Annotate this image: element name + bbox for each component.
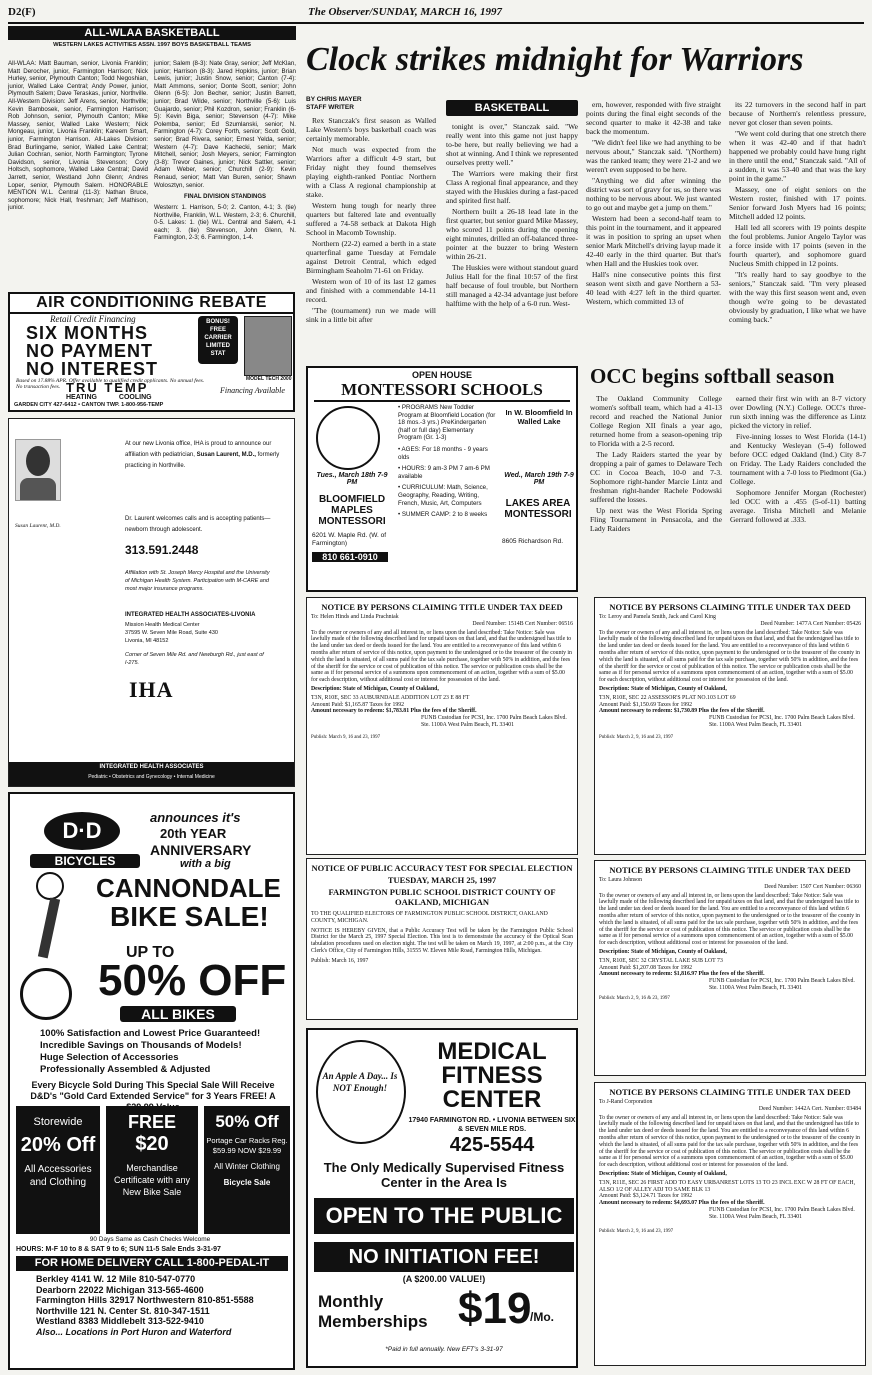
dd-cannondale: CANNONDALE xyxy=(96,873,281,903)
accuracy-date: TUESDAY, MARCH 25, 1997 xyxy=(387,875,497,885)
open-house: OPEN HOUSE xyxy=(411,370,472,380)
fitness-per-month: /Mo. xyxy=(530,1310,554,1324)
doctor-photo xyxy=(15,439,61,501)
paragraph: Northern built a 26-18 lead late in the first quarter, but senior guard Mike Massey, who scored 11 points during the opening eight minutes, drilled an off-balanced three-pointer at the buzzer to bring Western within 26-21. xyxy=(446,207,578,261)
left-phone: 810 661-0910 xyxy=(312,552,388,562)
paragraph: The Huskies were without standout guard Julius Hall for the final 10:57 of the first half because of foul trouble, but Northern still managed a 42-34 advantage just before halftime with the help of a 6-0 run. West- xyxy=(446,263,578,308)
notice-body: To: Helen Hinds and Linda Prachniak Deed Number: 1514B Cert Number: 06516 To the owner or owners of any and all interest in, or liens upon the land described: Take Notice: Sale was lawfully made of the following described land for unpaid taxes on that land, and that the undersigned has title to the land under tax deed or deeds issued for the land. You are entitled to a reconveyance of this land within 6 months after return of service of this notice, upon payment to the undersigned or to the treasurer of the county in which the land is situated, of all sums paid for the tax sale purchase, together with 50% in addition, and the fees of the sheriff for the service or cost of publication of this notice. The service or publication costs shall be the same as if for personal service of a summons upon commencement of an action, together with a sum of $5.00 for each description, without additional cost or interest for possession of the land. Description: State of Michigan, County of Oakland, T3N, R10E, SEC 33 AUBURNDALE ADDITION LOT 23 E 88 FT Amount Paid: $1,165.87 Taxes for 1992 Amount necessary to redeem: $1,783.81 Plus the fees of the Sheriff. FUNB Custodian for PCSI, Inc. 1700 Palm Beach Lakes Blvd. Ste. 1100A West Palm Beach, FL 33401 Publish: March 9, 16 and 23, 1997 xyxy=(311,614,573,740)
dd-delivery: FOR HOME DELIVERY CALL 1-800-PEDAL-IT xyxy=(16,1256,288,1271)
fitness-paid-note: *Paid in full annually. New EFT's 3-31-97 xyxy=(385,1346,503,1353)
dd-bullet: Professionally Assembled & Adjusted xyxy=(40,1064,211,1075)
ac-bonus-badge: BONUS! FREE CARRIER LIMITED STAT xyxy=(198,316,238,364)
montessori-ad xyxy=(306,366,578,592)
dd-up-to: UP TO xyxy=(126,944,175,961)
dd-bullets xyxy=(40,1028,290,1076)
iha-intro: At our new Livonia office, IHA is proud to announce our affiliation with pediatrician, Susan Laurent, M.D., formerly practicing in Northville. xyxy=(125,441,280,469)
warriors-col2 xyxy=(446,122,578,362)
ac-ad xyxy=(8,292,295,412)
tax-notice-4 xyxy=(594,1082,866,1366)
ac-model: MODEL TECH 2000 xyxy=(246,376,292,382)
dd-location: Berkley 4141 W. 12 Mile 810-547-0770 xyxy=(36,1274,196,1284)
occ-col1 xyxy=(590,394,722,590)
ac-six-months: SIX MONTHS xyxy=(26,323,149,343)
fitness-open-public: OPEN TO THE PUBLIC xyxy=(314,1198,574,1234)
iha-affiliation: Affiliation with St. Joseph Mercy Hospital and the University of Michigan Health System. Participation with M-CARE and most major insurance programs. xyxy=(125,570,270,592)
dd-bullet: Incredible Savings on Thousands of Models! xyxy=(40,1040,242,1051)
fitness-no-initiation: NO INITIATION FEE! xyxy=(314,1242,574,1272)
ac-no-interest: NO INTEREST xyxy=(26,359,159,379)
warriors-headline: Clock strikes midnight for Warriors xyxy=(306,41,804,78)
accuracy-publish: Publish: March 16, 1997 xyxy=(311,957,369,964)
montessori-details: • PROGRAMS New Toddler Program at Bloomfield Location (for 18 mos.-3 yrs.) PreKindergarten (half or full day) Elementary Program (Gr. 1-3) • AGES: For 18 months - 9 years olds • HOURS: 9 am-3 PM 7 am-6 PM available • CURRICULUM: Math, Science, Geography, Reading, Writing, French, Music, Art, Computers • SUMMER CAMP: 2 to 8 weeks xyxy=(398,404,496,519)
paragraph: "The (tournament) run we made will sink in a little bit after xyxy=(306,306,436,324)
right-address: 8605 Richardson Rd. xyxy=(502,538,564,545)
dd-bicycles-ad xyxy=(8,792,295,1370)
paragraph: "It's really hard to say goodbye to the seniors," Stanczak said. "I'm very pleased with the way this first season went and, even though we're going to be devastated obviously by graduation, I like what we have coming back." xyxy=(729,270,866,324)
paragraph: Western hung tough for nearly three quarters but faltered late and eventually suffered a 74-58 setback at Dakota High School in Macomb Township. xyxy=(306,201,436,237)
dd-bike-sale: BIKE SALE! xyxy=(110,901,269,932)
tax-notice-2 xyxy=(594,597,866,855)
standings-title: FINAL DIVISION STANDINGS xyxy=(183,194,267,200)
ac-fine-print: Based on 17.88% APR. Offer available to qualified credit applicants. No annual fees. No transaction fees. xyxy=(16,378,205,390)
wlaa-box xyxy=(8,26,296,290)
paragraph: Rex Stanczak's first season as Walled Lake Western's boys basketball coach was certainly memorable. xyxy=(306,116,436,143)
warriors-col3 xyxy=(586,100,721,362)
paragraph: The Lady Raiders started the year by dropping a pair of games to Delaware Tech CC in Cocoa Beach, 10-0 and 7-3. Sophomore right-hander Marcie Lintz and freshman right-hander Rachele Podowski suffered the losses. xyxy=(590,450,722,504)
left-address: 6201 W. Maple Rd. (W. of Farmington) xyxy=(312,532,387,547)
dd-also: Also... Locations in Port Huron and Waterford xyxy=(36,1326,232,1337)
montessori-banner: MONTESSORI SCHOOLS xyxy=(314,380,570,402)
wlaa-title: ALL-WLAA BASKETBALL xyxy=(8,26,296,40)
dd-announces: announces it's xyxy=(150,810,241,825)
warriors-col1 xyxy=(306,116,436,362)
tax-notice-1 xyxy=(306,597,578,855)
iha-address: Mission Health Medical Center 37595 W. Seven Mile Road, Suite 430 Livonia, MI 48152 xyxy=(125,622,218,644)
notice-title: NOTICE BY PERSONS CLAIMING TITLE UNDER TAX DEED xyxy=(609,602,851,612)
paragraph: Not much was expected from the Warriors after a difficult 4-9 start, but Friday night they found themselves playing eighth-ranked Pontiac Northern with a Class A regional championship at stake. xyxy=(306,145,436,199)
masthead: The Observer/SUNDAY, MARCH 16, 1997 xyxy=(308,6,502,18)
fitness-phone: 425-5544 xyxy=(449,1134,535,1156)
paragraph: Up next was the West Florida Spring Fling Tournament in Pensacola, and the Lady Raiders xyxy=(590,506,722,533)
dd-promo-storewide: Storewide 20% Off All Accessories and Clothing xyxy=(16,1106,100,1234)
ac-brand: TRU TEMP xyxy=(66,380,149,395)
paragraph: Western won of 10 of its last 12 games and finished with a commendable 14-11 record. xyxy=(306,277,436,304)
ac-no-payment: NO PAYMENT xyxy=(26,341,154,361)
page-number: D2(F) xyxy=(8,6,36,18)
dd-bicycles: BICYCLES xyxy=(30,854,140,868)
fitness-price: $19 xyxy=(458,1284,532,1333)
left-school: BLOOMFIELD MAPLES MONTESSORI xyxy=(318,494,386,527)
warriors-col4 xyxy=(729,100,866,362)
dd-50-off: 50% OFF xyxy=(98,956,287,1005)
cyclist-illustration xyxy=(16,872,90,1022)
accuracy-body: NOTICE IS HEREBY GIVEN, that a Public Accuracy Test will be taken by the Farmington Public School District for the March 25, 1997 Special Election. This test is to demonstrate the accuracy of the Optical Scan tabulation procedures used on election night. The test will be taken on March 19, 1997, at 2:00 p.m., at the City Clerk's Office, City of Farmington Hills, 31555 W. Eleven Mile Road, Farmington Hills, Michigan. xyxy=(311,927,573,954)
accuracy-test-notice xyxy=(306,858,578,1020)
dd-with-big: with a big xyxy=(180,858,231,870)
dd-all-bikes: ALL BIKES xyxy=(120,1006,236,1022)
notice-title: NOTICE BY PERSONS CLAIMING TITLE UNDER TAX DEED xyxy=(609,865,851,875)
ac-unit-image xyxy=(244,316,292,376)
fitness-monthly: Monthly Memberships xyxy=(318,1292,428,1331)
iha-org: INTEGRATED HEALTH ASSOCIATES-LIVONIA xyxy=(125,612,256,618)
paragraph: "We went cold during that one stretch there when it was 42-40 and if that hadn't happened we probably could have hung right in there until the end," Stanczak said. "All of a sudden, it was 53-40 and that was the key point in the game." xyxy=(729,129,866,183)
ac-financing: Financing Available xyxy=(220,386,285,395)
paragraph: Sophomore Jennifer Morgan (Rochester) led OCC with a .455 (5-of-11) batting average. Trisha Mitchell and Melanie Gerrard followed at .333. xyxy=(730,488,866,524)
accuracy-title: NOTICE OF PUBLIC ACCURACY TEST FOR SPECIAL ELECTION xyxy=(311,863,573,873)
notice-title: NOTICE BY PERSONS CLAIMING TITLE UNDER TAX DEED xyxy=(609,1087,851,1097)
dd-locations xyxy=(36,1274,295,1337)
iha-corner: Corner of Seven Mile Rd. and Newburgh Rd., just east of I-275. xyxy=(125,652,264,666)
paragraph: tonight is over," Stanczak said. "We really went into this game not just happy to-be here, but really believing we had a shot at winning. And I think we represented ourselves pretty well." xyxy=(446,122,578,167)
left-date: Tues., March 18th 7-9 PM xyxy=(316,472,388,486)
iha-logo: IHA xyxy=(129,677,174,702)
standings-text: Western: 1. Harrison, 5-0; 2. Canton, 4-1; 3. (tie) Northville, Franklin, W.L. Western, 2-3; 6. Churchill, 0-5. Lakes: 1. (tie) W.L. Central and Salem, 4-1 each; 3. (tie) Stevenson, John Glenn, N. Farmington, 2-3; 6. Farmington, 1-4. xyxy=(154,204,296,242)
apple-slogan: An Apple A Day... Is NOT Enough! xyxy=(322,1071,398,1093)
warriors-byline: BY CHRIS MAYER STAFF WRITER xyxy=(306,96,362,111)
dd-terms: 90 Days Same as Cash Checks Welcome xyxy=(89,1236,211,1243)
iha-welcome: Dr. Laurent welcomes calls and is accepting patients—newborn through adolescent. xyxy=(125,516,271,533)
accuracy-to: TO THE QUALIFIED ELECTORS OF FARMINGTON PUBLIC SCHOOL DISTRICT, OAKLAND COUNTY, MICHIGAN. xyxy=(311,911,548,924)
accuracy-district: FARMINGTON PUBLIC SCHOOL DISTRICT COUNTY OF OAKLAND, MICHIGAN xyxy=(328,887,556,907)
dd-location: Northville 121 N. Center St. 810-347-1511 xyxy=(36,1305,210,1316)
paragraph: "Anything we did after winning the district was sort of gravy for us, so there was nothing to be nervous about. We just wanted to go out and maybe get a jump on them." xyxy=(586,176,721,212)
wlaa-col1: All-WLAA: Matt Bauman, senior, Livonia Franklin; Matt Derocher, junior, Farmington Harrison; Nick Hurley, senior, Plymouth Canton; Todd Negoshian, junior, Walled Lake Central; Andy Power, junior, Plymouth Salem; Dave Teraskas, junior, Northville. All-Western Division: Jeff Arens, senior, Northville; Kevin Bambosek, senior, Farmington Harrison; Rob Johnson, senior, Plymouth Canton; Mike Massey, senior, Walled Lake Western; Nick Mongeau, junior, Livonia Franklin; Kareem Smart, junior, Farmington Harrison. All-Lakes Division: Brad Burlingame, senior, Walled Lake Central; Julian Cochran, senior, North Farmington; Tyrone Davidson, senior, Livonia Stevenson; Cory Holtsch, sophomore, Walled Lake Central; David Jarrett, senior, Westland John Glenn; Andres Loper, senior, Plymouth Salem. HONORABLE MENTION W.L. Central (11-3): Nathan Bruce, sophomore; Nick Hall, freshman; Jeff Mathison, junior. xyxy=(8,60,148,212)
notice-body: To: Leroy and Pamela Smith, Jack and Carol King Deed Number: 1477A Cert Number: 05426 To the owner or owners of any and all interest in, or liens upon the land described: Take Notice: Sale was lawfully made of the following described land for unpaid taxes on that land, and that the undersigned has title to the land under tax deed or deeds issued for the land. You are entitled to a reconveyance of this land within 6 months after return of service of this notice, upon payment to the undersigned or to the treasurer of the county in which the land is situated, of all sums paid for the tax sale purchase, together with 50% in addition, and the fees of the sheriff for the service or cost of publication of this notice. The service or publication costs shall be the same as if for personal service of a summons upon commencement of an action, together with a sum of $5.00 for each description, without additional cost or interest for possession of the land. Description: State of Michigan, County of Oakland, T3N, R10E, SEC 22 ASSESSOR'S PLAT NO.103 LOT 69 Amount Paid: $1,150.69 Taxes for 1992 Amount necessary to redeem: $1,730.89 Plus the fees of the Sheriff. FUNB Custodian for PCSI, Inc. 1700 Palm Beach Lakes Blvd. Ste. 1100A West Palm Beach, FL 33401 Publish: March 2, 9, 16 and 23, 1997 xyxy=(599,614,861,740)
paragraph: ern, however, responded with five straight points during the final eight seconds of the second quarter to make it 42-38 and take back the momentum. xyxy=(586,100,721,136)
notice-body: To: Laura Johnson Deed Number: 1507 Cert Number: 06360 To the owner or owners of any and all interest in, or liens upon the land described: Take Notice: Sale was lawfully made of the following described land for unpaid taxes on that land, and that the undersigned has title to the land under tax deed or deeds issued for the land. You are entitled to a reconveyance of this land within 6 months after return of service of this notice, upon payment to the undersigned or to the treasurer of the county in which the land is situated, of all sums paid for the tax sale purchase, together with 50% in addition, and the fees of the sheriff for the service or cost of publication of this notice. The service or publication costs shall be the same as if for personal service of a summons upon commencement of an action, together with a sum of $5.00 for each description, without additional cost or interest for possession of the land. Description: State of Michigan, County of Oakland, T3N, R10E, SEC 32 CRYSTAL LAKE SUB LOT 73 Amount Paid: $1,207.08 Taxes for 1992 Amount necessary to redeem: $1,816.97 Plus the fees of the Sheriff. FUNB Custodian for PCSI, Inc. 1700 Palm Beach Lakes Blvd. Ste. 1100A West Palm Beach, FL 33401 Publish: March 2, 9, 16 & 23, 1997 xyxy=(599,877,861,1001)
wlaa-subtitle: WESTERN LAKES ACTIVITIES ASSN. 1997 BOYS BASKETBALL TEAMS xyxy=(53,42,251,48)
tax-notice-3 xyxy=(594,860,866,1076)
dd-location: Dearborn 22022 Michigan 313-565-4600 xyxy=(36,1284,204,1295)
wlaa-col2: junior; Salem (8-3): Nate Gray, senior; Jeff McKlan, junior; Harrison (8-3): Jared Hopkins, junior; Brian Lewis, junior; Justin Snow, senior; Canton (7-4): Matt Ammons, senior; Donte Scott, senior; John Glenn (6-5): Jon Becher, senior; Justin Barrett, junior; Brad Wilde, senior; Northville (5-6): Luis Guajardo, senior; Phil Kozdron, senior; Franklin (6-5): Kevin Biga, senior; Stevenson (4-7): Mike Polemba, senior; Ed Szumlanski, senior; N. Farmington (4-7): Corey Forth, senior; Scott Gold, senior; Brad Rivera, senior; Ernest Yelda, senior; Western (4-7): Dave Kachecki, senior; Mark Mitchell, senior; Josh Meyers, senior; Farmington (3-8): Trevor Gaines, junior; Nick Sattler, senior; Adam Weber, senior; Churchill (2-9): Kevin Renaud, senior; Matt Van Buren, senior; Shawn Wolosztyn, senior. xyxy=(154,60,296,188)
paragraph: earned their first win with an 8-7 victory over Dowling (N.Y.) College. OCC's three-run sixth inning was the difference as Lintz picked the victory in relief. xyxy=(730,394,866,430)
fitness-ad xyxy=(306,1028,578,1368)
fitness-title: MEDICAL FITNESS CENTER xyxy=(437,1038,547,1113)
page-header xyxy=(8,2,864,24)
paragraph: its 22 turnovers in the second half in part because of Northern's relentless pressure, never got closer than seven points. xyxy=(729,100,866,127)
paragraph: Northern (22-2) earned a berth in a state quarterfinal game Tuesday at Ferndale against Detroit Central, which edged Birmingham Seaholm 71-61 on Friday. xyxy=(306,239,436,275)
paragraph: Western had been a second-half team to this point in the tournament, and it appeared it was in position to spring an upset when senior Mark Mitchell's driving layup made it 42-40 early in the third quarter. But that's when Hall and the Huskies took over. xyxy=(586,214,721,268)
dd-anniversary: ANNIVERSARY xyxy=(150,842,252,858)
paragraph: Hall's nine consecutive points this first season went sixth and gave Northern a 53-40 lead with 4:27 left in the third quarter. Western, which committed 13 of xyxy=(586,270,721,306)
dd-hours: HOURS: M-F 10 to 8 & SAT 9 to 6; SUN 11-5 Sale Ends 3-31-97 xyxy=(16,1246,221,1253)
iha-footer: INTEGRATED HEALTH ASSOCIATES Pediatric • Obstetrics and Gynecology • Internal Medicine xyxy=(9,762,294,786)
doctor-caption: Susan Laurent, M.D. xyxy=(15,523,61,529)
fitness-tagline: The Only Medically Supervised Fitness Center in the Area Is xyxy=(323,1160,565,1190)
iha-phone: 313.591.2448 xyxy=(125,543,199,557)
dd-promo-racks: 50% Off Portage Car Racks Reg. $59.99 NOW $29.99 All Winter Clothing Bicycle Sale xyxy=(204,1106,290,1234)
section-tag: BASKETBALL xyxy=(446,100,578,116)
dd-location: Westland 8383 Middlebelt 313-522-9410 xyxy=(36,1316,204,1326)
right-date: Wed., March 19th 7-9 PM xyxy=(504,472,574,486)
ac-services: HEATING COOLING xyxy=(66,394,152,401)
occ-headline: OCC begins softball season xyxy=(590,364,835,388)
dd-bullet: 100% Satisfaction and Lowest Price Guaranteed! xyxy=(40,1028,261,1039)
occ-col2 xyxy=(730,394,866,590)
paragraph: The Oakland Community College women's softball team, which had a 41-13 record and reached the National Junior College Region XII finals a year ago, returned home from a season-opening trip to Florida with a 2-5 record. xyxy=(590,394,722,448)
ac-title: AIR CONDITIONING REBATE xyxy=(10,294,293,314)
dd-gold-card: Every Bicycle Sold During This Special Sale Will Receive D&D's "Gold Card Extended Service" for 3 Years FREE! A xyxy=(30,1080,276,1101)
ac-address: GARDEN CITY 427-6412 • CANTON TWP. 1-800-956-TEMP xyxy=(14,402,164,408)
dd-promo-free: FREE $20 Merchandise Certificate with any New Bike Sale xyxy=(106,1106,198,1234)
paragraph: "We didn't feel like we had anything to be nervous about," Stanczak said. "(Northern) was the ranked team; they were 21-2 and we weren't even supposed to be here. xyxy=(586,138,721,174)
dd-bullet: Huge Selection of Accessories xyxy=(40,1052,179,1063)
paragraph: Hall led all scorers with 19 points despite the foul problems. Junior Angelo Taylor was a force inside with 17 points (seven in the fourth quarter), and sophomore guard Nucleus Smith chipped in 12 points. xyxy=(729,223,866,268)
dd-location: Farmington Hills 32917 Northwestern 810-851-5588 xyxy=(36,1295,254,1305)
montessori-logo-icon xyxy=(316,406,380,470)
notice-title: NOTICE BY PERSONS CLAIMING TITLE UNDER TAX DEED xyxy=(321,602,563,612)
right-school: LAKES AREA MONTESSORI xyxy=(504,498,572,520)
paragraph: The Warriors were making their first Class A regional final appearance, and they stayed with the Huskies during a fast-paced and spirited first half. xyxy=(446,169,578,205)
iha-ad xyxy=(8,418,295,787)
dd-logo: D·D xyxy=(44,812,120,850)
fitness-value: (A $200.00 VALUE!) xyxy=(402,1274,486,1284)
dd-20th: 20th YEAR xyxy=(160,826,227,841)
paragraph: Massey, one of eight seniors on the Western roster, finished with 17 points. Senior forward Josh Myers had 16 points; Mitchell added 12 points. xyxy=(729,185,866,221)
ac-credit: Retail Credit Financing xyxy=(50,314,136,324)
notice-body: To J-Rand Corporation Deed Number: 1442A Cert. Number: 03484 To the owner or owners of any and all interest in, or liens upon the land described: Take Notice: Sale was lawfully made of the following described land for unpaid taxes on that land, and that the undersigned has title to the land under tax deed or deeds issued for the land. You are entitled to a reconveyance of this land within 6 months after return of service of this notice, upon payment to the undersigned or to the treasurer of the county in which the land is situated, of all sums paid for the tax sale purchase, together with 50% in addition, and the fees of the sheriff for the service or cost of publication of this notice. The service or publication costs shall be the same as if for personal service of a summons upon commencement of an action, together with a sum of $5.00 for each description, without additional cost or interest for possession of the land. Description: State of Michigan, County of Oakland, T3N, R11E, SEC 26 FIRST ADD TO EASY URBANREST LOTS 13 TO 23 INCL EXC W 28 FT OF EACH, ALSO 1/2 OF ALLEY ADJ TO SAME BLK 13 Amount Paid: $3,124.71 Taxes for 1992 Amount necessary to redeem: $4,693.07 Plus the fees of the Sheriff. FUNB Custodian for PCSI, Inc. 1700 Palm Beach Lakes Blvd. Ste. 1100A West Palm Beach, FL 33401 Publish: March 2, 9, 16 and 23, 1997 xyxy=(599,1099,861,1234)
fitness-address: 17940 FARMINGTON RD. • LIVONIA BETWEEN SIX & SEVEN MILE RDS. xyxy=(408,1117,576,1133)
right-location: In W. Bloomfield In Walled Lake xyxy=(505,408,573,426)
paragraph: Five-inning losses to West Florida (14-1) and Kentucky Wesleyan (5-4) followed before OCC edged Oakland (Ind.) City 8-7 on Friday. The Lady Raiders concluded the tournament with a 7-0 loss to Piedmont (Ga.) College. xyxy=(730,432,866,486)
